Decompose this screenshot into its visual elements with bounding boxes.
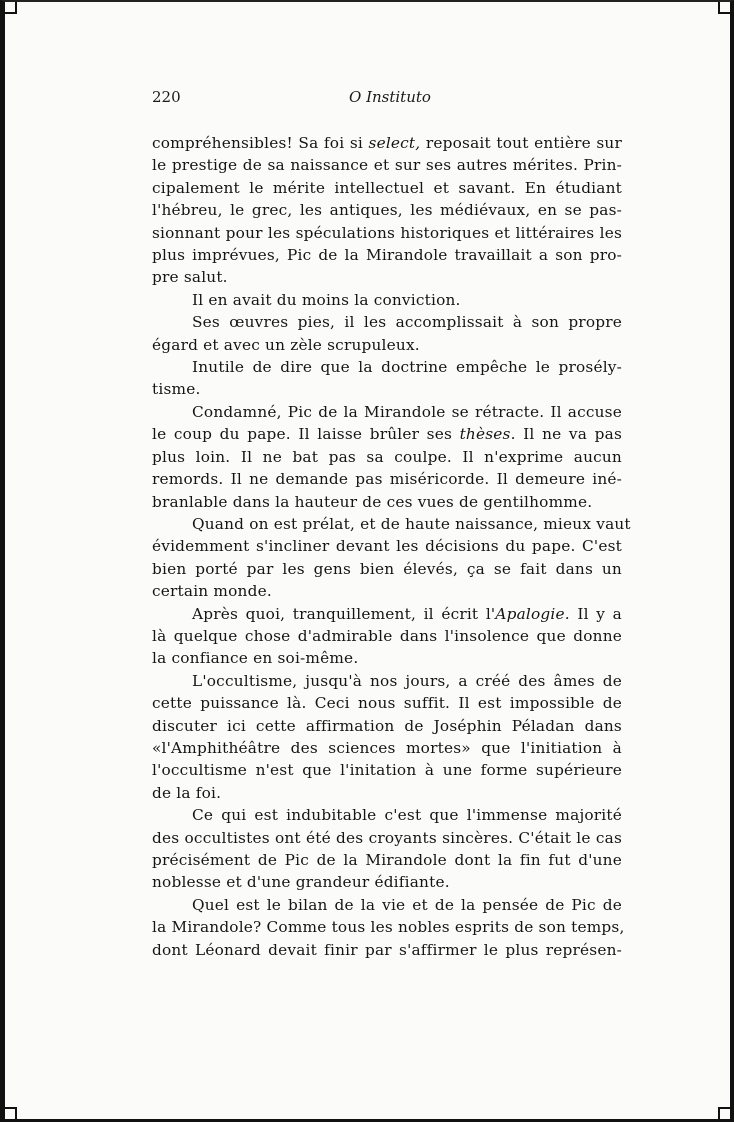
paragraph xyxy=(152,132,622,289)
text-line: compréhensibles! Sa foi si select, reposait tout entière sur xyxy=(152,134,622,152)
text-line: remords. Il ne demande pas miséricorde. Il demeure iné- xyxy=(152,470,622,489)
text-line: «l'Amphithéâtre des sciences mortes» que l'initiation à xyxy=(152,738,622,757)
text-line: évidemment s'incliner devant les décisions du pape. C'est xyxy=(152,537,622,556)
text-line: la confiance en soi-même. xyxy=(152,649,359,668)
text-line: le coup du pape. Il laisse brûler ses thèses. Il ne va pas xyxy=(152,425,622,444)
text-line: cipalement le mérite intellectuel et savant. En étudiant xyxy=(152,178,622,197)
paragraph xyxy=(152,894,625,961)
running-head xyxy=(152,88,622,110)
text-line: la Mirandole? Comme tous les nobles esprits de son temps, xyxy=(152,918,625,937)
text-line: dont Léonard devait finir par s'affirmer le plus représen- xyxy=(152,940,622,959)
text-line: Ses œuvres pies, il les accomplissait à son propre xyxy=(192,313,622,332)
paragraph xyxy=(152,670,622,804)
text-line: sionnant pour les spéculations historiques et littéraires les xyxy=(152,223,622,242)
text-line: Ce qui est indubitable c'est que l'immense majorité xyxy=(192,806,622,825)
italic-text: Apalogie. xyxy=(495,604,570,623)
scan-corner-mark xyxy=(718,2,730,14)
text-line: Quand on est prélat, et de haute naissance, mieux vaut xyxy=(192,514,631,533)
text-line: tisme. xyxy=(152,380,201,399)
text-line: noblesse et d'une grandeur édifiante. xyxy=(152,873,450,892)
text-line: bien porté par les gens bien élevés, ça se fait dans un xyxy=(152,559,622,578)
text-line: le prestige de sa naissance et sur ses autres mérites. Prin- xyxy=(152,156,622,175)
scan-corner-mark xyxy=(5,2,17,14)
text-line: pre salut. xyxy=(152,268,228,287)
text-line: certain monde. xyxy=(152,582,272,601)
text-line: Quel est le bilan de la vie et de la pensée de Pic de xyxy=(192,895,622,914)
text-line: plus imprévues, Pic de la Mirandole travaillait a son pro- xyxy=(152,246,622,265)
paragraph xyxy=(152,356,622,401)
text-line: des occultistes ont été des croyants sincères. C'était le cas xyxy=(152,828,622,847)
text-line: l'occultisme n'est que l'initation à une forme supérieure xyxy=(152,761,622,780)
paragraph xyxy=(152,804,622,894)
text-line: Il en avait du moins la conviction. xyxy=(192,290,461,309)
paragraph xyxy=(152,311,622,356)
paragraph xyxy=(152,401,622,513)
text-line: de la foi. xyxy=(152,783,222,802)
text-line: Inutile de dire que la doctrine empêche le prosély- xyxy=(192,358,622,377)
body-text xyxy=(152,132,631,961)
running-title: O Instituto xyxy=(349,88,431,106)
italic-text: thèses. xyxy=(459,425,516,444)
scan-corner-mark xyxy=(718,1107,730,1119)
scan-corner-mark xyxy=(5,1107,17,1119)
text-line: discuter ici cette affirmation de Joséphin Péladan dans xyxy=(152,716,622,735)
text-line: Condamné, Pic de la Mirandole se rétracte. Il accuse xyxy=(192,402,622,421)
text-line: Après quoi, tranquillement, il écrit l'Apalogie. Il y a xyxy=(192,604,622,623)
text-line: l'hébreu, le grec, les antiques, les médiévaux, en se pas- xyxy=(152,201,622,220)
text-line: là quelque chose d'admirable dans l'insolence que donne xyxy=(152,626,622,645)
italic-text: select, xyxy=(368,134,421,152)
paragraph xyxy=(152,289,622,311)
page-number: 220 xyxy=(152,88,181,106)
paragraph xyxy=(152,603,622,670)
text-line: branlable dans la hauteur de ces vues de gentilhomme. xyxy=(152,492,593,511)
text-line: égard et avec un zèle scrupuleux. xyxy=(152,335,420,354)
paragraph xyxy=(152,513,631,603)
text-line: plus loin. Il ne bat pas sa coulpe. Il n'exprime aucun xyxy=(152,447,622,466)
text-line: cette puissance là. Ceci nous suffit. Il est impossible de xyxy=(152,694,622,713)
text-line: précisément de Pic de la Mirandole dont la fin fut d'une xyxy=(152,851,622,869)
text-line: L'occultisme, jusqu'à nos jours, a créé des âmes de xyxy=(192,671,622,690)
